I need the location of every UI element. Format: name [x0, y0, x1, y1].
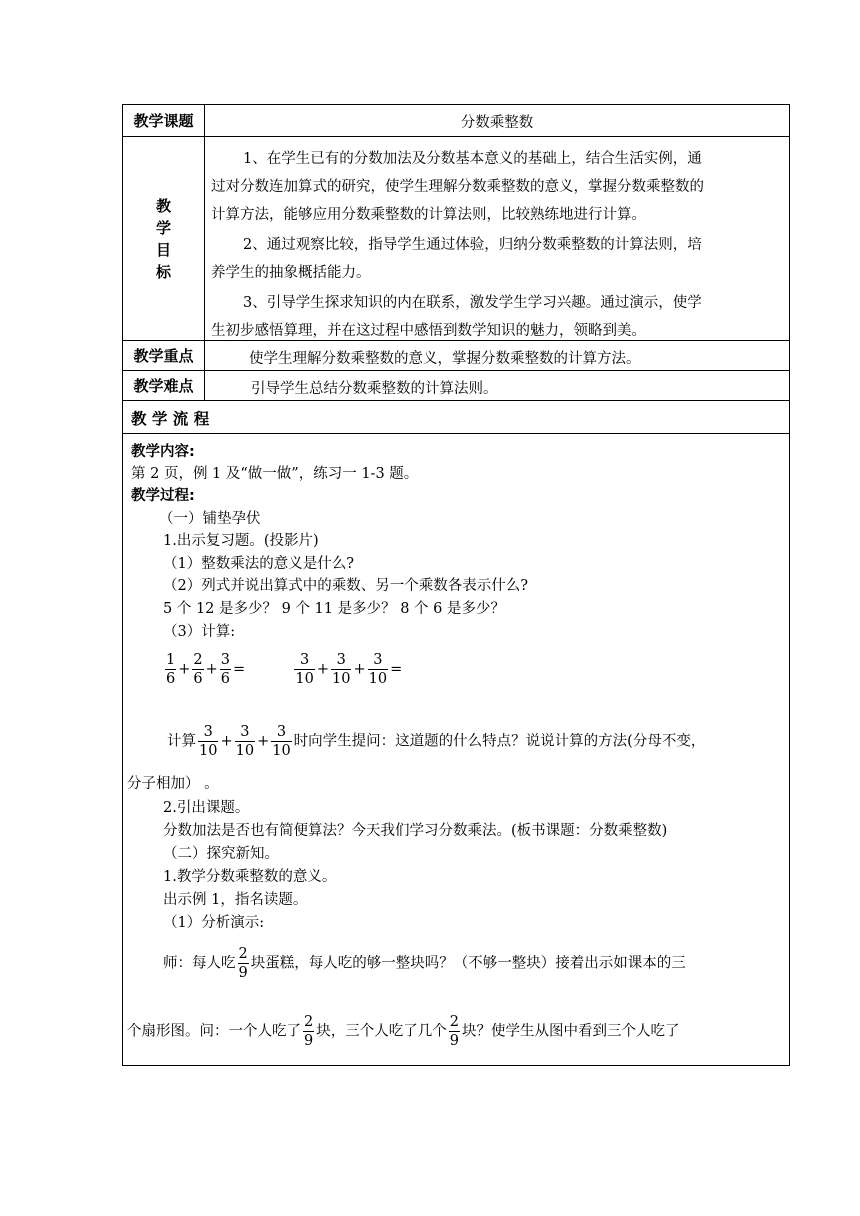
step-text: （1）分析演示: — [163, 915, 265, 931]
step-text: （二）探究新知。 — [163, 846, 279, 862]
goals-label-char: 教 — [155, 196, 171, 215]
key-point-label: 教学重点 — [123, 341, 205, 370]
fraction — [449, 1013, 460, 1050]
step-text: （1）整数乘法的意义是什么? — [163, 556, 354, 572]
plus-sign: + — [205, 661, 218, 678]
fraction — [192, 651, 203, 688]
denominator: 6 — [166, 671, 176, 687]
fraction-equation-line — [163, 651, 402, 688]
denominator: 10 — [368, 671, 388, 687]
plus-sign: + — [257, 733, 270, 750]
goals-row — [122, 136, 790, 340]
denominator: 6 — [193, 671, 203, 687]
numerator: 2 — [238, 946, 248, 962]
difficulty-value: 引导学生总结分数乘整数的计算法则。 — [251, 381, 498, 397]
plus-sign: + — [353, 661, 366, 678]
denominator: 9 — [449, 1033, 459, 1049]
denominator: 10 — [199, 743, 218, 759]
numerator: 2 — [304, 1014, 314, 1030]
difficulty-cell — [205, 371, 789, 400]
key-point-cell — [205, 341, 789, 370]
denominator: 9 — [238, 965, 248, 981]
denominator: 10 — [272, 743, 291, 759]
teaching-flow-section — [122, 400, 790, 1066]
goal-line: 过对分数连加算式的研究，使学生理解分数乘整数的意义，掌握分数乘整数的 — [211, 179, 704, 195]
step-text: 1.教学分数乘整数的意义。 — [163, 869, 337, 885]
numerator: 3 — [203, 724, 213, 740]
equals-sign: = — [390, 661, 403, 678]
goal-line: 1、在学生已有的分数加法及分数基本意义的基础上，结合生活实例，通 — [243, 151, 702, 167]
denominator: 10 — [295, 671, 314, 687]
key-point-value: 使学生理解分数乘整数的意义，掌握分数乘整数的计算方法。 — [249, 351, 641, 367]
numerator: 3 — [300, 652, 310, 668]
goals-label — [123, 137, 205, 340]
numerator: 3 — [220, 652, 231, 668]
numerator: 2 — [193, 652, 203, 668]
numerator: 3 — [373, 652, 383, 668]
step-text: 分数加法是否也有简便算法？今天我们学习分数乘法。(板书课题：分数乘整数) — [163, 823, 668, 839]
fraction — [165, 651, 176, 688]
fan-chart-question-line — [127, 1013, 679, 1050]
goal-line: 生初步感悟算理，并在这过程中感悟到数学知识的魅力，领略到美。 — [211, 323, 646, 339]
content-text: 第 2 页，例 1 及“做一做”，练习一 1-3 题。 — [131, 466, 419, 482]
goals-cell — [205, 137, 789, 340]
plus-sign: + — [178, 661, 191, 678]
fan-text-a: 个扇形图。问：一个人吃了 — [127, 1023, 301, 1040]
difficulty-label: 教学难点 — [123, 371, 205, 400]
step-text: 1.出示复习题。(投影片) — [163, 533, 319, 549]
fraction — [331, 651, 351, 688]
fraction — [220, 651, 231, 688]
step-text: 出示例 1，指名读题。 — [163, 892, 308, 908]
goal-line: 3、引导学生探求知识的内在联系，激发学生学习兴趣。通过演示，使学 — [243, 295, 702, 311]
process-label: 教学过程: — [131, 488, 195, 504]
goal-line: 养学生的抽象概括能力。 — [211, 265, 371, 281]
goals-label-char: 目 — [155, 240, 171, 259]
flow-title: 教 学 流 程 — [131, 410, 210, 428]
fraction — [368, 651, 388, 688]
step-text: 5 个 12 是多少？ 9 个 11 是多少？ 8 个 6 是多少？ — [163, 601, 506, 617]
fan-text-c: 块？使学生从图中看到三个人吃了 — [461, 1023, 680, 1040]
plus-sign: + — [220, 733, 233, 750]
goal-line: 计算方法，能够应用分数乘整数的计算法则，比较熟练地进行计算。 — [211, 207, 646, 223]
fraction — [303, 1013, 314, 1050]
numerator: 1 — [166, 652, 176, 668]
equals-sign: = — [233, 661, 246, 678]
calc-question-prefix: 计算 — [167, 733, 196, 750]
step-text: （3）计算: — [163, 624, 236, 640]
fraction — [271, 723, 291, 760]
calc-question-line — [167, 723, 705, 760]
flow-header — [123, 401, 789, 434]
fraction — [198, 723, 218, 760]
fraction — [294, 651, 314, 688]
numerator: 3 — [336, 652, 346, 668]
calc-question-suffix: 时向学生提问：这道题的什么特点？说说计算的方法(分母不变， — [293, 733, 706, 750]
teacher-suffix: 块蛋糕，每人吃的够一整块吗？（不够一整块）接着出示如课本的三 — [250, 955, 686, 972]
key-point-row — [122, 340, 790, 370]
numerator: 3 — [276, 724, 287, 740]
goal-line: 2、通过观察比较，指导学生通过体验，归纳分数乘整数的计算法则，培 — [243, 237, 702, 253]
denominator: 9 — [304, 1033, 314, 1049]
step-text: （2）列式并说出算式中的乘数、另一个乘数各表示什么? — [163, 578, 528, 594]
teacher-prefix: 师：每人吃 — [163, 955, 236, 972]
goals-label-char: 标 — [155, 262, 171, 281]
difficulty-row — [122, 370, 790, 400]
teacher-question-line — [163, 945, 686, 982]
step-text: 2.引出课题。 — [163, 800, 250, 816]
numerator: 3 — [240, 724, 250, 740]
fraction — [238, 945, 249, 982]
denominator: 10 — [332, 671, 351, 687]
step-text: （一）铺垫孕伏 — [159, 511, 261, 527]
topic-value: 分数乘整数 — [460, 115, 534, 131]
plus-sign: + — [316, 661, 329, 678]
fan-text-b: 块，三个人吃了几个 — [316, 1023, 447, 1040]
topic-cell — [205, 105, 789, 136]
content-label: 教学内容: — [131, 444, 195, 460]
denominator: 6 — [220, 671, 231, 687]
numerator: 2 — [449, 1014, 459, 1030]
topic-row — [122, 104, 790, 136]
topic-label: 教学课题 — [123, 105, 205, 136]
denominator: 10 — [235, 743, 255, 759]
step-text: 分子相加） 。 — [127, 776, 219, 792]
goals-label-char: 学 — [155, 218, 171, 237]
fraction — [235, 723, 255, 760]
